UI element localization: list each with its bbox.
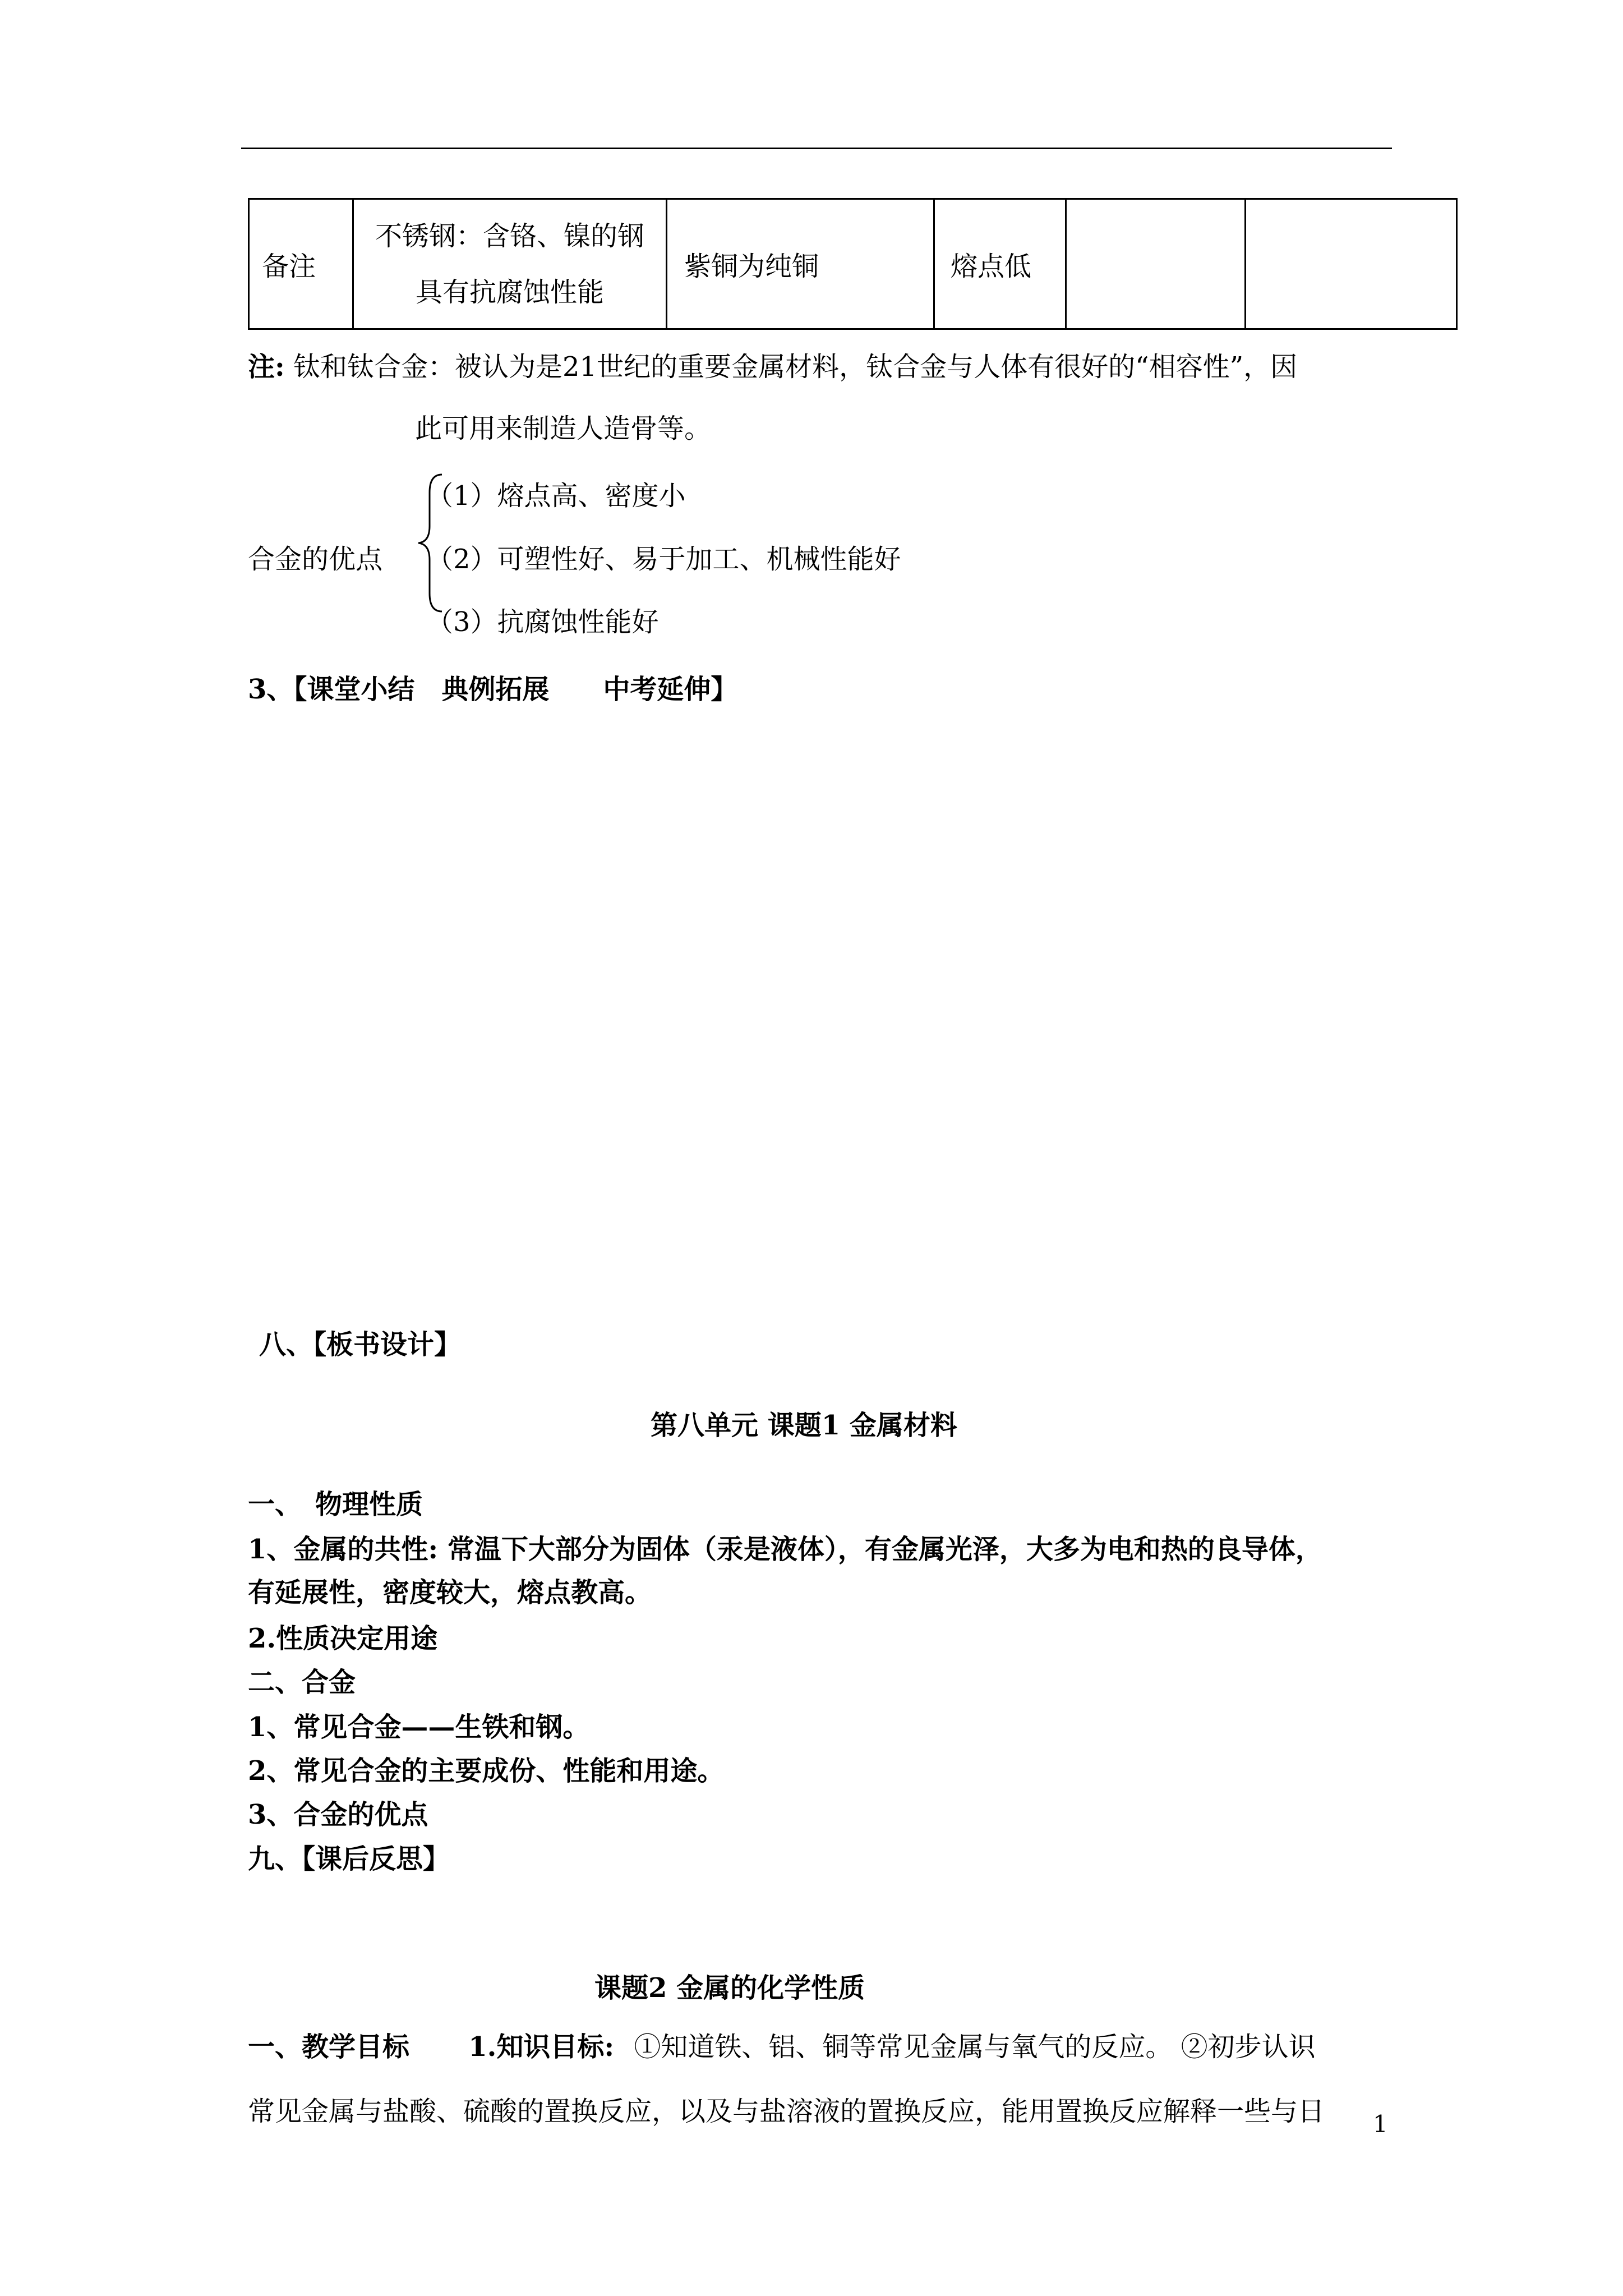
table-row [249, 199, 1457, 329]
table-cell-row-label: 备注 [249, 199, 353, 329]
note-line-1 [248, 345, 1297, 384]
knowledge-label: 1.知识目标: [468, 2031, 615, 2063]
board-line: 二、合金 [248, 1667, 356, 1698]
lesson2-goal-line-2: 常见金属与盐酸、硫酸的置换反应，以及与盐溶液的置换反应，能用置换反应解释一些与日 [248, 2096, 1325, 2127]
board-line: 3、合金的优点 [248, 1799, 428, 1830]
section-3-heading: 3、【课堂小结 典例拓展 中考延伸】 [248, 674, 738, 705]
alloy-advantage-1: （1）熔点高、密度小 [426, 480, 686, 512]
board-line: 1、金属的共性: 常温下大部分为固体（汞是液体），有金属光泽，大多为电和热的良导体， [248, 1534, 1322, 1565]
lesson2-goal-line-1 [248, 2025, 1316, 2064]
section-8-heading: 八、【板书设计】 [259, 1329, 462, 1360]
goal-text-1: ①知道铁、铝、铜等常见金属与氧气的反应。 ②初步认识 [634, 2031, 1316, 2063]
goal-heading: 一、教学目标 [248, 2031, 410, 2063]
alloy-table [248, 198, 1458, 330]
board-title: 第八单元 课题1 金属材料 [651, 1410, 957, 1441]
table-cell-empty-2 [1246, 199, 1457, 329]
table-cell-empty-1 [1066, 199, 1246, 329]
note-text-1: 钛和钛合金：被认为是21世纪的重要金属材料，钛合金与人体有很好的“相容性”，因 [293, 351, 1298, 383]
section-9-heading: 九、【课后反思】 [248, 1843, 450, 1875]
board-line: 有延展性，密度较大，熔点教高。 [248, 1577, 652, 1608]
table-cell-stainless: 不锈钢：含铬、镍的钢 具有抗腐蚀性能 [353, 199, 667, 329]
alloy-advantage-3: （3）抗腐蚀性能好 [426, 606, 659, 638]
board-line: 2、常见合金的主要成份、性能和用途。 [248, 1755, 725, 1787]
note-label: 注: [248, 351, 285, 383]
table-cell-melting: 熔点低 [934, 199, 1066, 329]
lesson2-title: 课题2 金属的化学性质 [594, 1972, 865, 2004]
board-line: 2.性质决定用途 [248, 1623, 438, 1654]
board-line: 1、常见合金——生铁和钢。 [248, 1711, 590, 1743]
table-cell-copper: 紫铜为纯铜 [667, 199, 934, 329]
page-number: 1 [1373, 2110, 1388, 2138]
note-line-2: 此可用来制造人造骨等。 [415, 413, 712, 444]
header-rule [241, 148, 1392, 149]
board-line: 一、 物理性质 [248, 1489, 423, 1520]
alloy-advantages-label: 合金的优点 [248, 544, 383, 575]
alloy-advantage-2: （2）可塑性好、易于加工、机械性能好 [426, 544, 901, 575]
